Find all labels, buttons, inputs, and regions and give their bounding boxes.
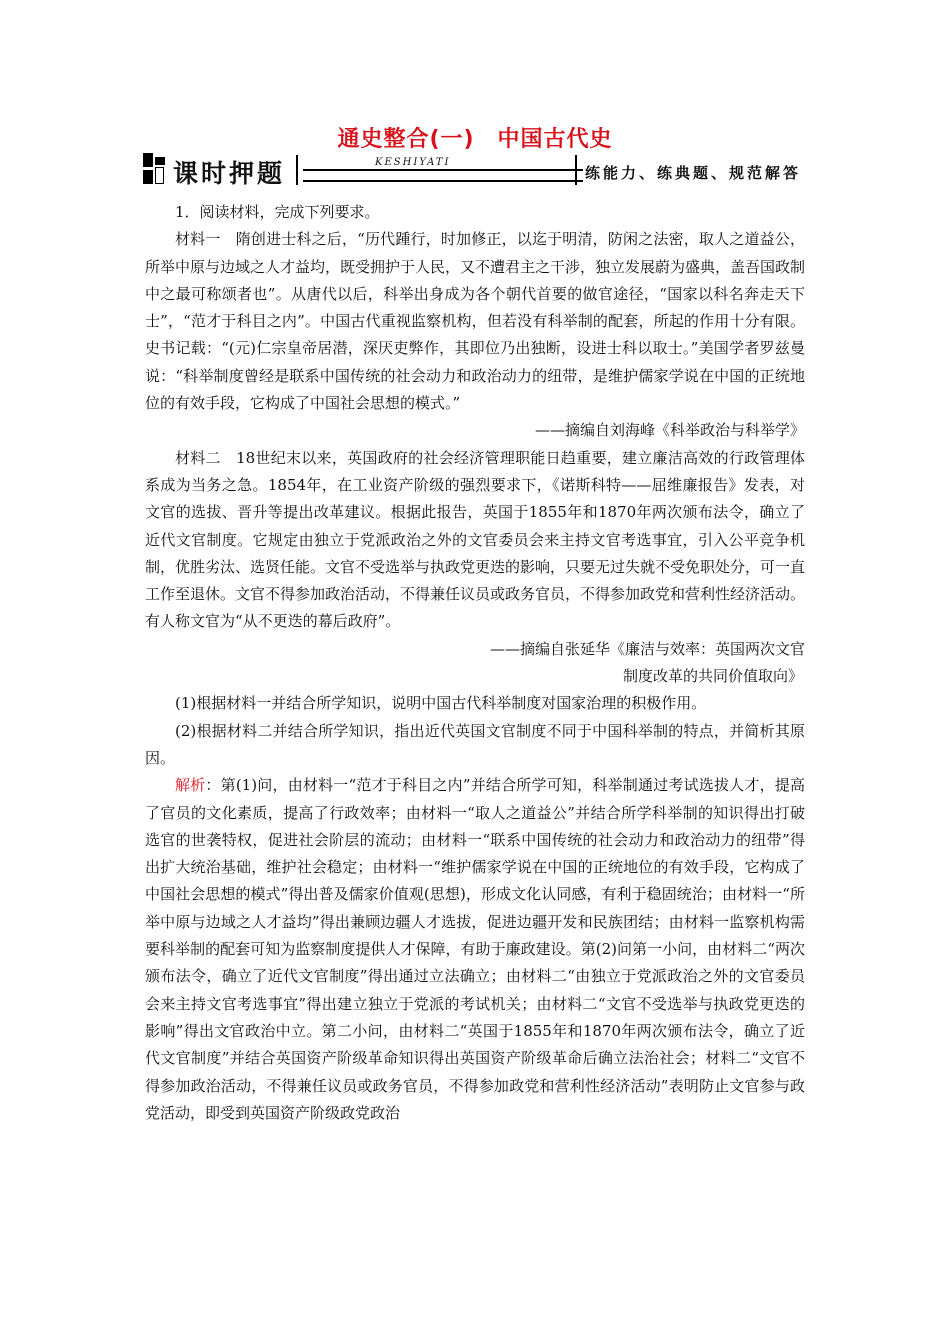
banner-rule (303, 180, 583, 182)
banner-decoration (143, 153, 153, 167)
material-two-source: ——摘编自张延华《廉洁与效率：英国两次文官 (489, 639, 805, 658)
banner-divider (296, 155, 298, 185)
banner-rule (303, 169, 583, 171)
sub-question-1: (1)根据材料一并结合所学知识，说明中国古代科举制度对国家治理的积极作用。 (175, 694, 707, 713)
banner-decoration (155, 167, 164, 184)
section-banner (143, 153, 810, 193)
material-one: 材料一 隋创进士科之后，“历代踵行，时加修正，以迄于明清，防闲之法密，取人之道益公，所举中原与边域之人才益均，既受拥护于人民，又不遭君主之干涉，独立发展蔚为盛典，盖吾国政制中之最可称颂者也”。从唐代以后，科举出身成为各个朝代首要的做官途径，“国家以科名奔走天下士”，“范才于科目之内”。中国古代重视监察机构，但若没有科举制的配套，所起的作用十分有限。史书记载：“(元)仁宗皇帝居潜，深厌吏弊作，其即位乃出独断，设进士科以取士。”美国学者罗兹曼说：“科举制度曾经是联系中国传统的社会动力和政治动力的纽带，是维护儒家学说在中国的正统地位的有效手段，它构成了中国社会思想的模式。” (145, 230, 806, 413)
question-prompt: 1．阅读材料，完成下列要求。 (175, 203, 380, 221)
analysis-text: ：第(1)问，由材料一“范才于科目之内”并结合所学可知，科举制通过考试选拔人才，提高了官员的文化素质，提高了行政效率；由材料一“取人之道益公”并结合所学科举制的知识得出打破选官的世袭特权，促进社会阶层的流动；由材料一“联系中国传统的社会动力和政治动力的纽带”得出扩大统治基础，维护社会稳定；由材料一“维护儒家学说在中国的正统地位的有效手段，它构成了中国社会思想的模式”得出普及儒家价值观(思想)，形成文化认同感，有利于稳固统治；由材料一“所举中原与边域之人才益均”得出兼顾边疆人才选拔，促进边疆开发和民族团结；由材料一监察机构需要科举制的配套可知为监察制度提供人才保障，有助于廉政建设。第(2)问第一小问，由材料二“两次颁布法令，确立了近代文官制度”得出通过立法确立；由材料二“由独立于党派政治之外的文官委员会来主持文官考选事宜”得出建立独立于党派的考试机关；由材料二“文官不受选举与执政党更迭的影响”得出文官政治中立。第二小问，由材料二“英国于1855年和1870年两次颁布法令，确立了近代文官制度”并结合英国资产阶级革命知识得出英国资产阶级革命后确立法治社会；材料二“文官不得参加政治活动，不得兼任议员或政务官员，不得参加政党和营利性经济活动”表明防止文官参与政党活动，即受到英国资产阶级政党政治 (145, 776, 805, 1122)
banner-decoration (155, 157, 165, 165)
page-title: 通史整合(一) 中国古代史 (337, 127, 613, 152)
sub-question-2: (2)根据材料二并结合所学知识，指出近代英国文官制度不同于中国科举制的特点，并简析其原因。 (145, 721, 805, 767)
material-two-source-cont: 制度改革的共同价值取向》 (622, 667, 803, 686)
analysis-label: 解析 (175, 776, 206, 795)
analysis-paragraph (145, 772, 805, 1127)
banner-divider (575, 155, 577, 185)
banner-decoration (143, 170, 153, 184)
question-content (145, 199, 805, 1127)
banner-slogan: 练能力、练典题、规范解答 (585, 164, 802, 182)
material-one-source: ——摘编自刘海峰《科举政治与科举学》 (534, 421, 805, 440)
material-two: 材料二 18世纪末以来，英国政府的社会经济管理职能日趋重要，建立廉洁高效的行政管理体系成为当务之急。1854年，在工业资产阶级的强烈要求下，《诺斯科特——屈维廉报告》发表，对文官的选拔、晋升等提出改革建议。根据此报告，英国于1855年和1870年两次颁布法令，确立了近代文官制度。它规定由独立于党派政治之外的文官委员会来主持文官考选事宜，引入公平竞争机制，优胜劣汰、选贤任能。文官不受选举与执政党更迭的影响，只要无过失就不受免职处分，可一直工作至退休。文官不得参加政治活动，不得兼任议员或政务官员，不得参加政党和营利性经济活动。有人称文官为“从不更迭的幕后政府”。 (145, 448, 806, 631)
banner-pinyin: KESHIYATI (375, 157, 451, 168)
section-label: 课时押题 (173, 159, 286, 188)
